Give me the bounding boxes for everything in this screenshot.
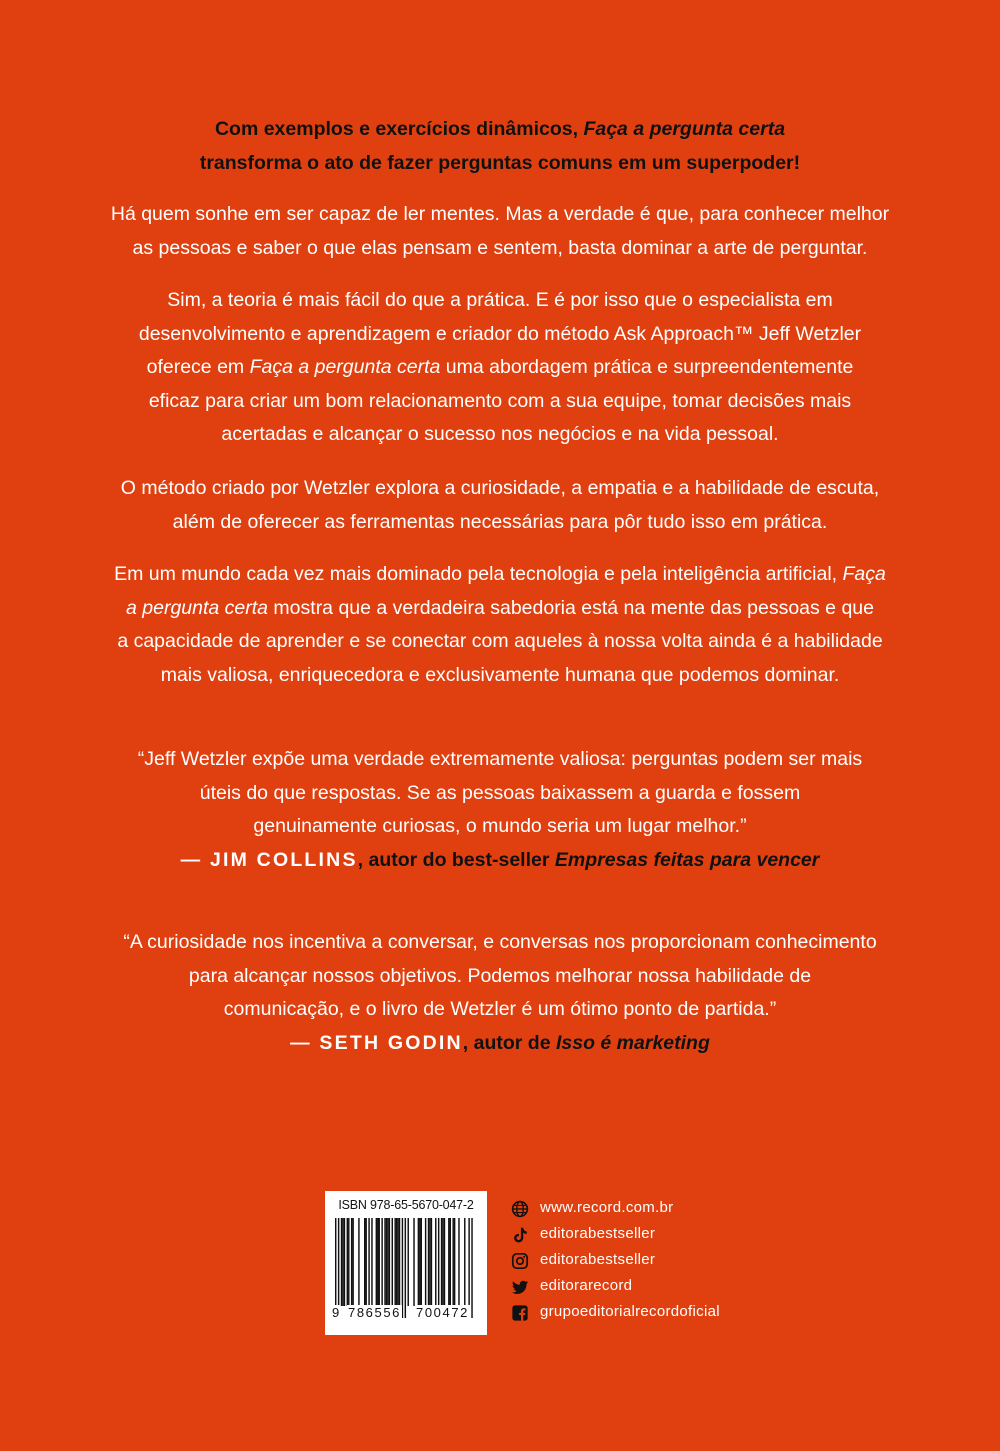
p1-line-1: Há quem sonhe em ser capaz de ler mentes. Mas a verdade é que, para conhecer melhor	[110, 203, 890, 225]
p2-line-2: desenvolvimento e aprendizagem e criador do método Ask Approach™ Jeff Wetzler	[138, 322, 862, 345]
p2-line-4: eficaz para criar um bom relacionamento com a sua equipe, tomar decisões mais	[148, 389, 852, 412]
facebook-icon	[511, 1304, 529, 1322]
tiktok-icon	[511, 1226, 529, 1244]
quote1-line-2: úteis do que respostas. Se as pessoas baixassem a guarda e fossem	[199, 781, 801, 804]
social-facebook-label: grupoeditorialrecordoficial	[540, 1303, 720, 1320]
p4-line-1: Em um mundo cada vez mais dominado pela tecnologia e pela inteligência artificial, Faça	[114, 563, 886, 585]
p4-line-4: mais valiosa, enriquecedora e exclusivamente humana que podemos dominar.	[160, 663, 840, 686]
lead-paragraph	[0, 113, 1000, 180]
body-paragraph-3	[0, 472, 1000, 539]
p3-line-2: além de oferecer as ferramentas necessárias para pôr tudo isso em prática.	[172, 510, 828, 533]
lead-line-1: Com exemplos e exercícios dinâmicos, Faça a pergunta certa	[214, 118, 786, 140]
instagram-icon	[511, 1252, 529, 1270]
barcode-digits	[331, 1305, 481, 1327]
social-twitter-label: editorarecord	[540, 1277, 633, 1294]
social-instagram-label: editorabestseller	[540, 1251, 656, 1268]
barcode-digit-first: 9	[332, 1305, 340, 1320]
quote-jim-collins	[0, 743, 1000, 877]
quote2-line-3: comunicação, e o livro de Wetzler é um ótimo ponto de partida.”	[223, 998, 777, 1020]
quote1-line-3: genuinamente curiosas, o mundo seria um lugar melhor.”	[253, 815, 747, 837]
lead-line-2: transforma o ato de fazer perguntas comuns em um superpoder!	[199, 151, 801, 174]
quote1-line-1: “Jeff Wetzler expõe uma verdade extremamente valiosa: perguntas podem ser mais	[137, 748, 863, 770]
barcode-digits-right: 700472	[416, 1305, 469, 1320]
globe-icon	[511, 1200, 529, 1218]
quote2-attribution: — SETH GODIN, autor de Isso é marketing	[290, 1031, 710, 1054]
p2-line-3: oferece em Faça a pergunta certa uma abordagem prática e surpreendentemente	[146, 356, 854, 378]
p3-line-1: O método criado por Wetzler explora a curiosidade, a empatia e a habilidade de escuta,	[120, 477, 880, 499]
body-paragraph-4	[0, 558, 1000, 692]
p4-line-2: a pergunta certa mostra que a verdadeira sabedoria está na mente das pessoas e que	[126, 596, 874, 619]
body-paragraph-2	[0, 284, 1000, 452]
barcode-bars	[335, 1218, 477, 1318]
quote1-attribution: — JIM COLLINS, autor do best-seller Empresas feitas para vencer	[180, 848, 820, 871]
quote2-line-2: para alcançar nossos objetivos. Podemos melhorar nossa habilidade de	[188, 964, 812, 987]
body-paragraph-1	[0, 198, 1000, 265]
quote2-line-1: “A curiosidade nos incentiva a conversar, e conversas nos proporcionam conhecimento	[123, 931, 877, 953]
barcode-digits-left: 786556	[348, 1305, 401, 1320]
isbn-label: ISBN 978-65-5670-047-2	[338, 1198, 474, 1212]
p1-line-2: as pessoas e saber o que elas pensam e sentem, basta dominar a arte de perguntar.	[132, 236, 868, 259]
p4-line-3: a capacidade de aprender e se conectar com aqueles à nossa volta ainda é a habilidade	[117, 630, 883, 652]
isbn-barcode	[325, 1191, 487, 1335]
p2-line-1: Sim, a teoria é mais fácil do que a prática. E é por isso que o especialista em	[167, 289, 833, 311]
p2-line-5: acertadas e alcançar o sucesso nos negócios e na vida pessoal.	[221, 423, 779, 445]
social-website-label: www.record.com.br	[540, 1199, 674, 1216]
social-tiktok-label: editorabestseller	[540, 1225, 656, 1242]
twitter-icon	[511, 1278, 529, 1296]
quote-seth-godin	[0, 926, 1000, 1060]
